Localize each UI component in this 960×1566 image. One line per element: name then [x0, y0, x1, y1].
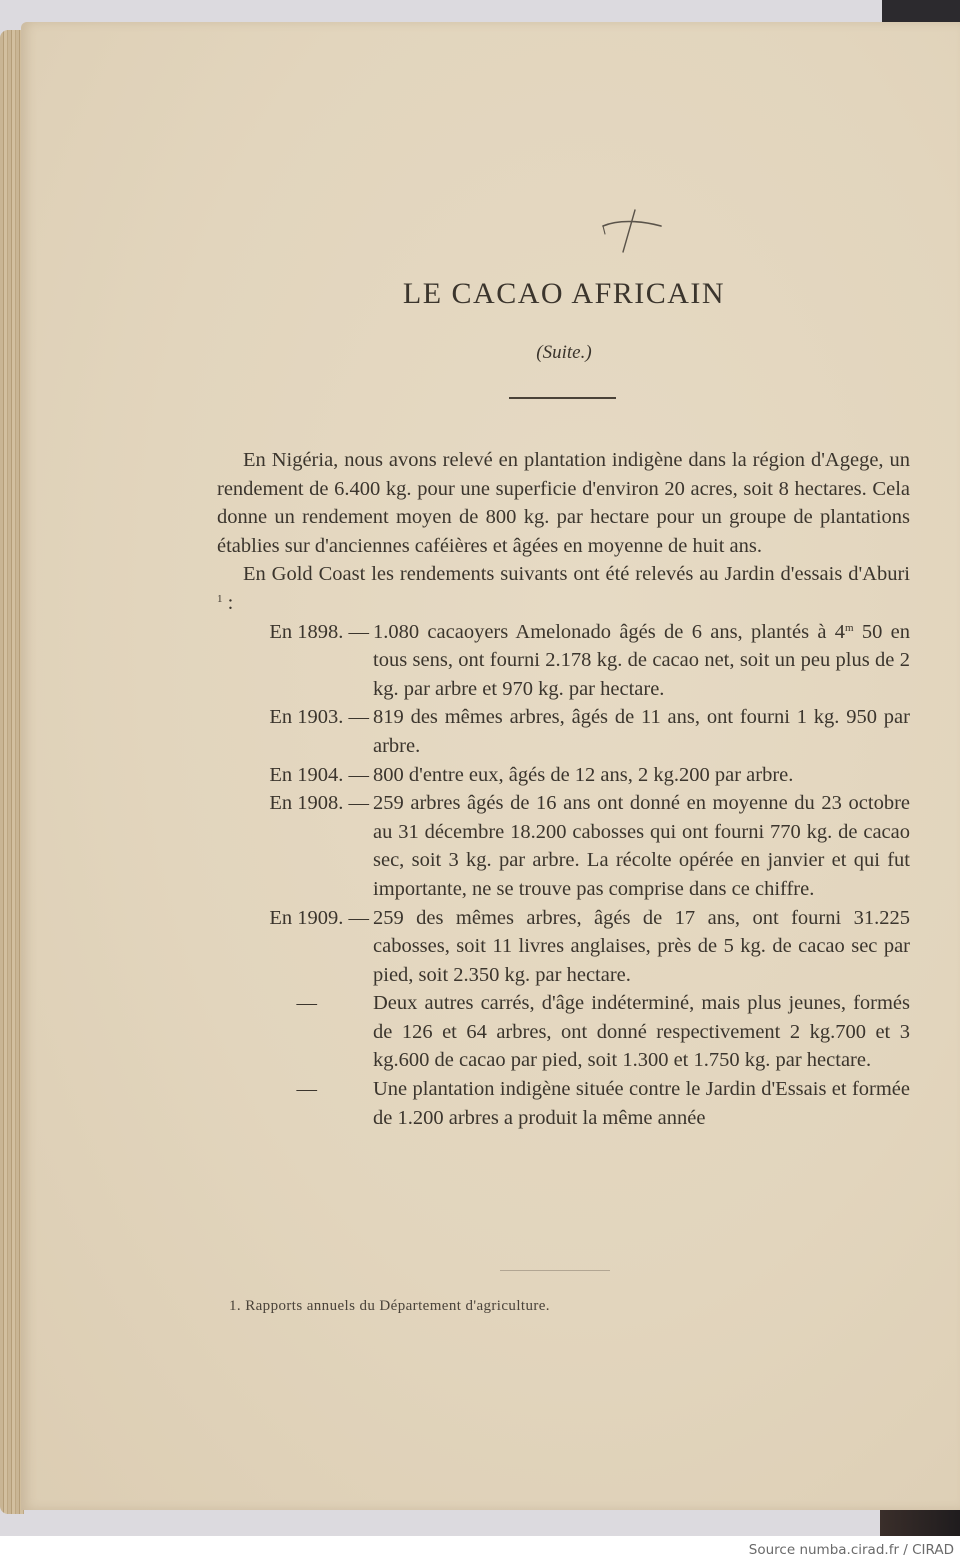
handwritten-cross-icon: [599, 208, 665, 256]
entry-text: 819 des mêmes arbres, âgés de 11 ans, ont fourni 1 kg. 950 par arbre.: [373, 706, 910, 757]
entry-1904: [217, 761, 910, 790]
footnote-divider: [500, 1270, 610, 1271]
entry-1903: [217, 703, 910, 760]
entry-label: En 1908. —: [269, 792, 369, 815]
entry-label: En 1904. —: [269, 763, 369, 786]
entry-dash: —: [296, 992, 317, 1015]
entry-1909: [217, 904, 910, 990]
title-divider: [509, 397, 616, 399]
superscript-unit: m: [845, 621, 854, 634]
scanned-page: [21, 22, 960, 1510]
paragraph-gold-coast-trailing: :: [222, 591, 234, 614]
paragraph-gold-coast: [217, 560, 910, 617]
entry-1909-native-plantation: [217, 1075, 910, 1132]
article-subtitle: (Suite.): [536, 342, 592, 363]
entry-label: En 1909. —: [269, 906, 369, 929]
paragraph-gold-coast-text: En Gold Coast les rendements suivants ont été relevés au Jardin d'essais d'Aburi: [243, 563, 910, 586]
book-cover-edge-bottom: [880, 1506, 960, 1536]
entry-text: 259 arbres âgés de 16 ans ont donné en moyenne du 23 octobre au 31 décembre 18.200 cabosses qui ont fourni 770 kg. de cacao sec, soit 3 kg. par arbre. La récolte opérée en janvier et qui fut importante, ne se trouve pas comprise dans ce chiffre.: [373, 792, 910, 900]
yield-entries-list: [217, 618, 910, 1133]
entry-text: 259 des mêmes arbres, âgés de 17 ans, ont fourni 31.225 cabosses, soit 11 livres anglaises, près de 5 kg. de cacao sec par pied, soit 2.350 kg. par hectare.: [373, 906, 910, 986]
entry-label: En 1898. —: [269, 620, 369, 643]
entry-1898: [217, 618, 910, 704]
entry-text: 1.080 cacaoyers Amelonado âgés de 6 ans, plantés à 4: [373, 620, 845, 643]
entry-dash: —: [296, 1078, 317, 1101]
entry-1908: [217, 789, 910, 903]
entry-text: Une plantation indigène située contre le Jardin d'Essais et formée de 1.200 arbres a produit la même année: [373, 1078, 910, 1129]
footnote-reference: 1: [217, 592, 223, 605]
entry-1909-other-plots: [217, 989, 910, 1075]
source-caption: Source numba.cirad.fr / CIRAD: [748, 1542, 954, 1558]
entry-text-continued: 50 en tous sens, ont fourni 2.178 kg. de cacao net, soit un peu plus de 2 kg. par arbre et 970 kg. par hectare.: [373, 620, 911, 700]
entry-text: 800 d'entre eux, âgés de 12 ans, 2 kg.200 par arbre.: [373, 763, 794, 786]
entry-label: En 1903. —: [269, 706, 369, 729]
paragraph-nigeria: En Nigéria, nous avons relevé en plantation indigène dans la région d'Agege, un rendement de 6.400 kg. pour une superficie d'environ 20 acres, soit 8 hectares. Cela donne un rendement moyen de 800 kg. par hectare pour un groupe de plantations établies sur d'anciennes caféières et âgées en moyenne de huit ans.: [217, 449, 910, 557]
entry-text: Deux autres carrés, d'âge indéterminé, mais plus jeunes, formés de 126 et 64 arbres, ont donné respectivement 2 kg.700 et 3 kg.600 de cacao par pied, soit 1.300 et 1.750 kg. par hectare.: [373, 992, 910, 1072]
article-title: LE CACAO AFRICAIN: [402, 277, 726, 310]
article-body: [217, 446, 910, 1132]
footnote: 1. Rapports annuels du Département d'agriculture.: [229, 1298, 550, 1314]
book-cover-edge-top: [882, 0, 960, 24]
